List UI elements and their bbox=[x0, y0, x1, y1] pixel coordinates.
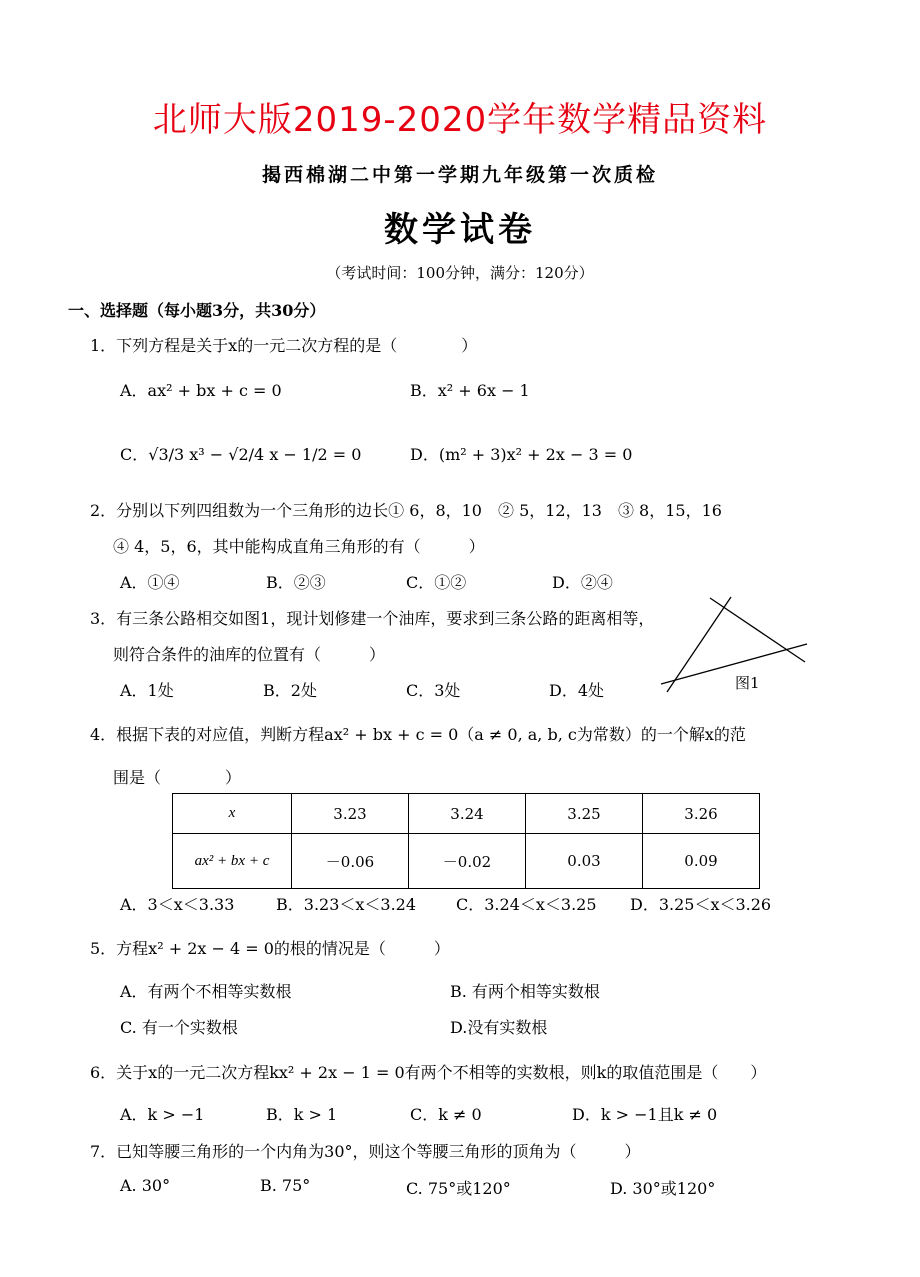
q5-option-c: C. 有一个实数根 bbox=[120, 1018, 238, 1037]
q4-option-b: B．3.23＜x＜3.24 bbox=[276, 895, 417, 914]
value-table bbox=[172, 793, 760, 889]
q1-option-d: D．(m² + 3)x² + 2x − 3 = 0 bbox=[410, 445, 633, 464]
section-title: 一、选择题（每小题3分，共30分） bbox=[68, 301, 326, 320]
table-cell: 0.03 bbox=[526, 834, 643, 889]
q7-option-b: B. 75° bbox=[260, 1176, 311, 1195]
table-cell: ax² + bx + c bbox=[173, 834, 292, 889]
q6-text: 6．关于x的一元二次方程kx² + 2x − 1 = 0有两个不相等的实数根，则k的取值范围是（ ） bbox=[90, 1063, 767, 1082]
q2-line1: 2．分别以下列四组数为一个三角形的边长① 6，8，10 ② 5，12，13 ③ 8，15，16 bbox=[90, 501, 722, 520]
exam-info: （考试时间：100分钟，满分：120分） bbox=[326, 264, 594, 282]
school-exam-name: 揭西棉湖二中第一学期九年级第一次质检 bbox=[261, 164, 658, 186]
table-row bbox=[173, 834, 760, 889]
q5-option-a: A．有两个不相等实数根 bbox=[120, 982, 292, 1001]
road-line-2 bbox=[710, 598, 805, 662]
q1-option-c: C．√3/3 x³ − √2/4 x − 1/2 = 0 bbox=[120, 445, 362, 464]
q7-text: 7．已知等腰三角形的一个内角为30°，则这个等腰三角形的顶角为（ ） bbox=[90, 1142, 641, 1161]
q1-text: 1．下列方程是关于x的一元二次方程的是（ ） bbox=[90, 336, 478, 355]
table-cell: 3.26 bbox=[643, 794, 760, 834]
table-cell: 0.09 bbox=[643, 834, 760, 889]
road-line-1 bbox=[667, 597, 731, 692]
figure-1-label: 图1 bbox=[735, 674, 760, 692]
q7-option-a: A. 30° bbox=[120, 1176, 171, 1195]
q1-option-a: A．ax² + bx + c = 0 bbox=[120, 381, 282, 400]
q6-option-c: C．k ≠ 0 bbox=[410, 1105, 482, 1124]
q3-line1: 3．有三条公路相交如图1，现计划修建一个油库，要求到三条公路的距离相等， bbox=[90, 609, 655, 628]
table-row bbox=[173, 794, 760, 834]
q2-line2: ④ 4，5，6，其中能构成直角三角形的有（ ） bbox=[113, 537, 485, 556]
q3-option-c: C．3处 bbox=[406, 681, 461, 700]
table-cell: 3.25 bbox=[526, 794, 643, 834]
q5-option-b: B. 有两个相等实数根 bbox=[450, 982, 600, 1001]
paper-title: 数学试卷 bbox=[384, 210, 536, 250]
q4-option-a: A．3＜x＜3.33 bbox=[120, 895, 235, 914]
q4-option-d: D．3.25＜x＜3.26 bbox=[630, 895, 772, 914]
q3-option-b: B．2处 bbox=[263, 681, 317, 700]
q3-option-d: D．4处 bbox=[549, 681, 605, 700]
q6-option-d: D．k > −1且k ≠ 0 bbox=[572, 1105, 718, 1124]
table-cell: －0.02 bbox=[409, 834, 526, 889]
q4-line1: 4．根据下表的对应值，判断方程ax² + bx + c = 0（a ≠ 0, a, b, c为常数）的一个解x的范 bbox=[90, 725, 746, 744]
q4-line2: 围是（ ） bbox=[113, 768, 242, 787]
q2-option-c: C．①② bbox=[406, 573, 467, 592]
table-cell: －0.06 bbox=[292, 834, 409, 889]
banner-title: 北师大版2019-2020学年数学精品资料 bbox=[152, 100, 768, 140]
table-cell: x bbox=[173, 794, 292, 834]
q2-option-b: B．②③ bbox=[266, 573, 326, 592]
q6-option-b: B．k > 1 bbox=[266, 1105, 338, 1124]
table-cell: 3.23 bbox=[292, 794, 409, 834]
q7-option-c: C. 75°或120° bbox=[406, 1179, 511, 1198]
q7-option-d: D. 30°或120° bbox=[610, 1179, 716, 1198]
q5-text: 5．方程x² + 2x − 4 = 0的根的情况是（ ） bbox=[90, 939, 450, 958]
q2-option-d: D．②④ bbox=[552, 573, 613, 592]
road-line-3 bbox=[661, 644, 807, 684]
q3-line2: 则符合条件的油库的位置有（ ） bbox=[113, 645, 386, 664]
q5-option-d: D.没有实数根 bbox=[450, 1018, 548, 1037]
q4-option-c: C．3.24＜x＜3.25 bbox=[456, 895, 597, 914]
table-cell: 3.24 bbox=[409, 794, 526, 834]
q1-option-b: B．x² + 6x − 1 bbox=[410, 381, 530, 400]
q6-option-a: A．k > −1 bbox=[120, 1105, 205, 1124]
q2-option-a: A．①④ bbox=[120, 573, 180, 592]
q3-option-a: A．1处 bbox=[120, 681, 174, 700]
